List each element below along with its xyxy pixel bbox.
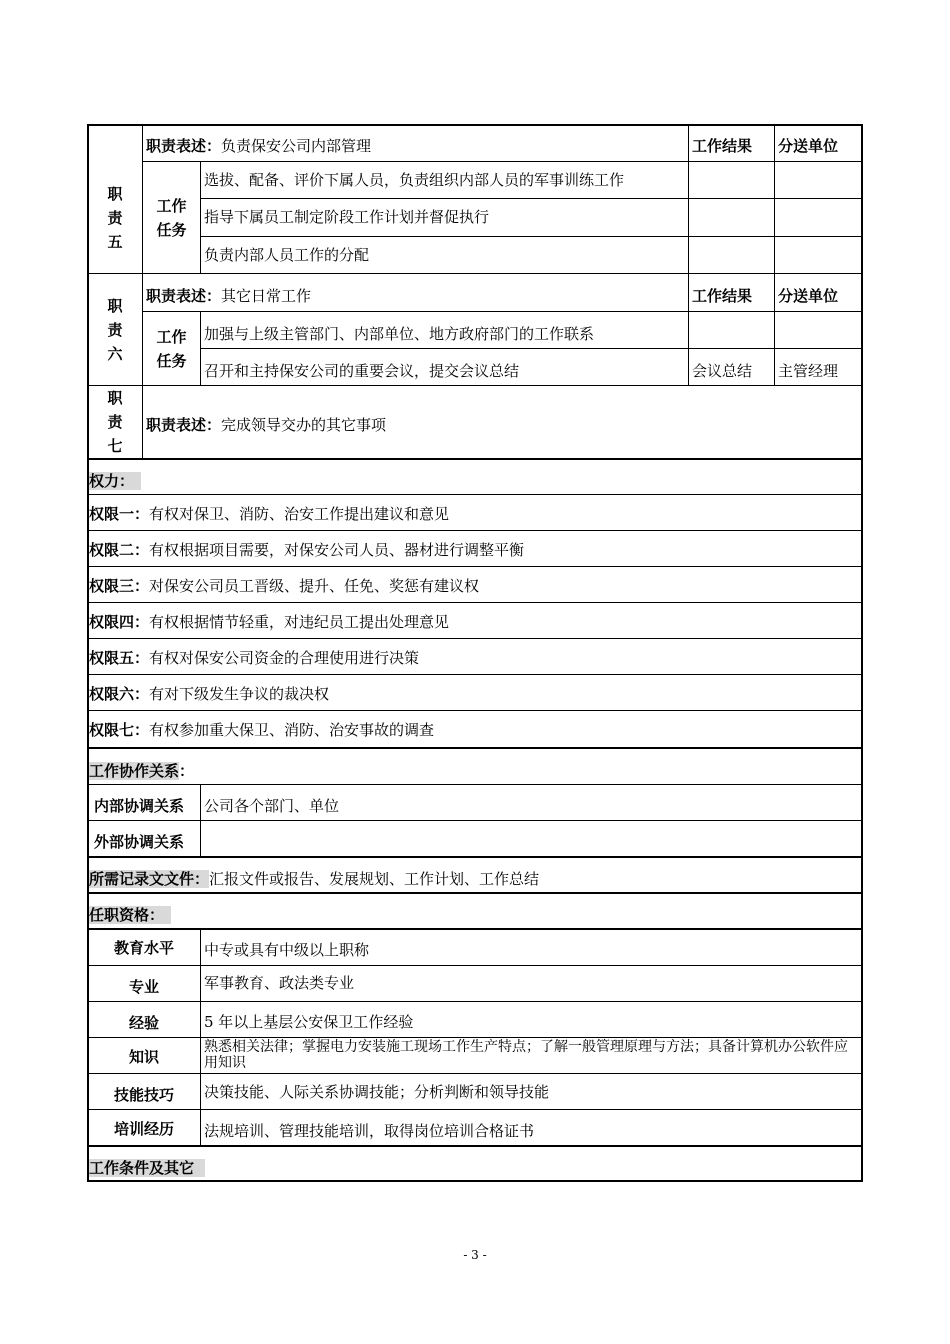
qual-value-major: 军事教育、政法类专业 [204,974,355,992]
duty6-task-label: 工作任务 [156,327,187,370]
qual-label-knowledge: 知识 [128,1047,159,1066]
authority-item-2: 权限二：有权根据项目需要，对保安公司人员、器材进行调整平衡 [89,541,525,559]
duty6-task-1: 加强与上级主管部门、内部单位、地方政府部门的工作联系 [204,325,595,343]
authority-title: 权力： [89,472,141,490]
qual-value-skills: 决策技能、人际关系协调技能；分析判断和领导技能 [204,1083,550,1101]
duty5-task-label: 工作任务 [156,196,187,239]
page-number: - 3 - [463,1248,487,1262]
duty6-result-header: 工作结果 [692,287,753,305]
duty5-result-header: 工作结果 [692,137,753,155]
qualification-title: 任职资格： [89,906,171,924]
duty6-label: 职责六 [107,296,123,363]
authority-item-7: 权限七：有权参加重大保卫、消防、治安事故的调查 [89,721,435,739]
duty6-task-2-dest: 主管经理 [778,362,839,380]
authority-item-5: 权限五：有权对保安公司资金的合理使用进行决策 [89,649,420,667]
qual-label-major: 专业 [128,978,159,996]
internal-coordination-label: 内部协调关系 [94,797,185,815]
qual-value-experience: 5 年以上基层公安保卫工作经验 [204,1013,414,1031]
duty5-task-2: 指导下属员工制定阶段工作计划并督促执行 [204,208,490,226]
duty5-task-3: 负责内部人员工作的分配 [204,246,370,264]
duty5-label: 职责五 [107,184,123,251]
duty7-label: 职责七 [107,389,123,455]
authority-item-6: 权限六：有对下级发生争议的裁决权 [89,685,330,703]
duty5-task-1: 选拔、配备、评价下属人员，负责组织内部人员的军事训练工作 [204,171,625,189]
duty6-task-2: 召开和主持保安公司的重要会议，提交会议总结 [204,362,520,380]
qual-label-skills: 技能技巧 [113,1086,174,1104]
qual-label-education: 教育水平 [113,939,174,957]
qual-value-knowledge: 熟悉相关法律；掌握电力安装施工现场工作生产特点；了解一般管理原理与方法；具备计算机办公软件应用知识 [204,1039,848,1071]
qual-label-training: 培训经历 [113,1119,174,1138]
authority-item-3: 权限三：对保安公司员工晋级、提升、任免、奖惩有建议权 [89,577,480,595]
records-row: 所需记录文文件：汇报文件或报告、发展规划、工作计划、工作总结 [89,870,540,888]
conditions-title: 工作条件及其它 [89,1159,205,1177]
cooperation-title: 工作协作关系： [89,762,195,780]
duty5-description: 职责表述：负责保安公司内部管理 [146,137,372,155]
duty5-dest-header: 分送单位 [778,137,839,155]
duty6-description: 职责表述：其它日常工作 [146,287,312,305]
external-coordination-label: 外部协调关系 [94,833,185,851]
internal-coordination-value: 公司各个部门、单位 [204,797,340,815]
duty6-task-2-result: 会议总结 [692,362,753,380]
authority-item-1: 权限一：有权对保卫、消防、治安工作提出建议和意见 [89,505,450,523]
qual-label-experience: 经验 [128,1013,159,1032]
duty7-description: 职责表述：完成领导交办的其它事项 [146,416,387,434]
qual-value-education: 中专或具有中级以上职称 [204,941,370,959]
authority-item-4: 权限四：有权根据情节轻重，对违纪员工提出处理意见 [89,613,450,631]
duty6-dest-header: 分送单位 [778,287,839,305]
qual-value-training: 法规培训、管理技能培训，取得岗位培训合格证书 [204,1122,535,1140]
